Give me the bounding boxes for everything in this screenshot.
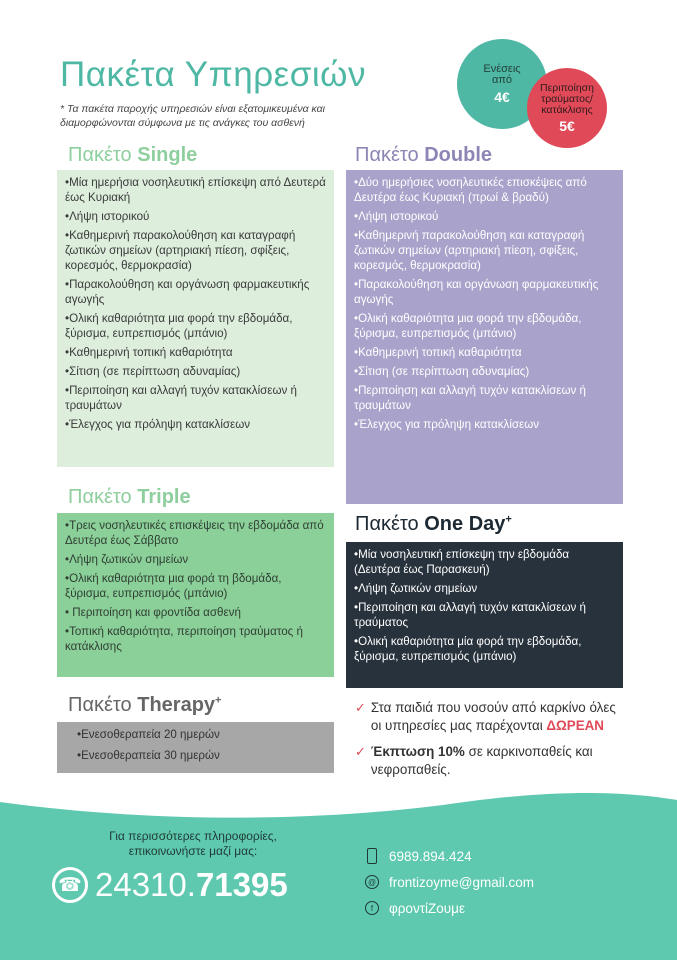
info-line-2: επικοινωνήστε μαζί μας: bbox=[128, 844, 258, 858]
injections-price: 4€ bbox=[494, 88, 510, 105]
list-item: • Καθημερινή παρακολούθηση και καταγραφή ζωτικών σημείων (αρτηριακή πίεση, σφίξεις, κορεσμός, θερμοκρασία) bbox=[354, 228, 615, 273]
email-contact[interactable] bbox=[365, 873, 534, 891]
wound-care-price-badge bbox=[527, 68, 607, 148]
package-double-box bbox=[346, 170, 623, 504]
package-name: Double bbox=[424, 144, 493, 166]
package-double-list bbox=[354, 175, 615, 432]
wound-care-label-3: κατάκλισης bbox=[541, 103, 593, 116]
check-icon: ✓ bbox=[355, 744, 366, 759]
mobile-contact[interactable] bbox=[365, 847, 534, 865]
package-oneday-list bbox=[354, 547, 615, 664]
at-sign-icon: @ bbox=[365, 875, 379, 889]
wound-care-label-2: τραύματος/ bbox=[541, 92, 593, 105]
package-prefix: Πακέτο bbox=[355, 513, 419, 535]
list-item: • Καθημερινή τοπική καθαριότητα bbox=[65, 345, 326, 360]
package-prefix: Πακέτο bbox=[68, 486, 132, 508]
list-item: • Καθημερινή παρακολούθηση και καταγραφή ζωτικών σημείων (αρτηριακή πίεση, σφίξεις, κορεσμός, θερμοκρασία) bbox=[65, 228, 326, 273]
free-label: ΔΩΡΕΑΝ bbox=[546, 718, 604, 733]
contact-list bbox=[365, 847, 534, 925]
phone-suffix: 71395 bbox=[195, 866, 288, 903]
phone-prefix: 24310. bbox=[95, 866, 196, 903]
list-item: • Έλεγχος για πρόληψη κατακλίσεων bbox=[354, 417, 615, 432]
list-item: • Σίτιση (σε περίπτωση αδυναμίας) bbox=[65, 364, 326, 379]
list-item: • Λήψη ιστορικού bbox=[65, 209, 326, 224]
facebook-page: φροντίΖουμε bbox=[389, 900, 465, 916]
package-triple-box bbox=[57, 513, 334, 677]
list-item: • Περιποίηση και φροντίδα ασθενή bbox=[65, 605, 326, 620]
email-address: frontizoyme@gmail.com bbox=[389, 874, 534, 890]
plus-mark: + bbox=[505, 513, 512, 526]
mobile-number: 6989.894.424 bbox=[389, 848, 472, 864]
list-item: • Ολική καθαριότητα μια φορά την εβδομάδα, ξύρισμα, ευπρεπισμός (μπάνιο) bbox=[65, 311, 326, 341]
package-triple-title bbox=[68, 486, 191, 509]
page-title: Πακέτα Υπηρεσιών bbox=[60, 55, 366, 94]
list-item: • Τοπική καθαριότητα, περιποίηση τραύματος ή κατάκλισης bbox=[65, 624, 326, 654]
page-subtitle: * Τα πακέτα παροχής υπηρεσιών είναι εξατομικευμένα και διαμορφώνονται σύμφωνα με τις ανάγκες του ασθενή bbox=[60, 103, 325, 130]
package-single-title bbox=[68, 144, 197, 167]
package-therapy-list bbox=[77, 727, 326, 763]
facebook-contact[interactable] bbox=[365, 899, 534, 917]
phone-icon: ☎ bbox=[52, 867, 88, 903]
list-item: • Παρακολούθηση και οργάνωση φαρμακευτικής αγωγής bbox=[65, 277, 326, 307]
list-item: • Λήψη ζωτικών σημείων bbox=[354, 581, 615, 596]
children-free-text bbox=[371, 699, 625, 735]
children-text: Στα παιδιά που νοσούν από καρκίνο όλες οι υπηρεσίες μας παρέχονται bbox=[370, 700, 616, 733]
list-item: • Περιποίηση και αλλαγή τυχόν κατακλίσεων ή τραυμάτων bbox=[65, 383, 326, 413]
package-therapy-box bbox=[57, 722, 334, 773]
discount-text bbox=[371, 743, 625, 779]
facebook-icon: f bbox=[365, 901, 379, 915]
discount-bold: Έκπτωση 10% bbox=[370, 744, 465, 759]
list-item: • Ολική καθαριότητα μία φορά την εβδομάδα, ξύρισμα, ευπρεπισμός (μπάνιο) bbox=[354, 634, 615, 664]
package-name: Therapy bbox=[137, 694, 216, 716]
package-oneday-box bbox=[346, 542, 623, 688]
check-icon: ✓ bbox=[355, 700, 366, 715]
list-item: • Ενεσοθεραπεία 20 ημερών bbox=[77, 727, 326, 742]
package-prefix: Πακέτο bbox=[68, 144, 132, 166]
list-item: • Παρακολούθηση και οργάνωση φαρμακευτικής αγωγής bbox=[354, 277, 615, 307]
list-item: • Περιποίηση και αλλαγή τυχόν κατακλίσεων ή τραυμάτων bbox=[354, 383, 615, 413]
list-item: • Έλεγχος για πρόληψη κατακλίσεων bbox=[65, 417, 326, 432]
list-item: • Μία νοσηλευτική επίσκεψη την εβδομάδα (Δευτέρα έως Παρασκευή) bbox=[354, 547, 615, 577]
list-item: • Ολική καθαριότητα μια φορά τη βδομάδα, ξύρισμα, ευπρεπισμός (μπάνιο) bbox=[65, 571, 326, 601]
children-free-note bbox=[355, 699, 625, 735]
package-prefix: Πακέτο bbox=[68, 694, 132, 716]
injections-from-label: από bbox=[491, 74, 513, 87]
list-item: • Λήψη ιστορικού bbox=[354, 209, 615, 224]
plus-mark: + bbox=[215, 694, 222, 707]
package-double-title bbox=[355, 144, 492, 167]
package-single-list bbox=[65, 175, 326, 432]
package-single-box bbox=[57, 170, 334, 467]
discount-description: σε καρκινοπαθείς και νεφροπαθείς. bbox=[370, 744, 593, 777]
main-phone-number bbox=[95, 866, 288, 904]
notes-section bbox=[355, 699, 625, 787]
list-item: • Τρεις νοσηλευτικές επισκέψεις την εβδομάδα από Δευτέρα έως Σάββατο bbox=[65, 518, 326, 548]
list-item: • Ενεσοθεραπεία 30 ημερών bbox=[77, 748, 326, 763]
injections-label: Ενέσεις bbox=[483, 62, 521, 75]
main-phone[interactable] bbox=[52, 866, 288, 904]
package-name: One Day bbox=[424, 513, 506, 535]
list-item: • Ολική καθαριότητα μια φορά την εβδομάδα, ξύρισμα, ευπρεπισμός (μπάνιο) bbox=[354, 311, 615, 341]
package-prefix: Πακέτο bbox=[355, 144, 419, 166]
list-item: • Λήψη ζωτικών σημείων bbox=[65, 552, 326, 567]
wound-care-label: Περιποίηση bbox=[540, 81, 594, 94]
package-therapy-title bbox=[68, 694, 221, 717]
list-item: • Μία ημερήσια νοσηλευτική επίσκεψη από Δευτερά έως Κυριακή bbox=[65, 175, 326, 205]
package-name: Single bbox=[137, 144, 198, 166]
package-triple-list bbox=[65, 518, 326, 654]
mobile-phone-icon bbox=[367, 848, 377, 864]
list-item: • Περιποίηση και αλλαγή τυχόν κατακλίσεων ή τραύματος bbox=[354, 600, 615, 630]
footer-info bbox=[96, 829, 290, 859]
list-item: • Σίτιση (σε περίπτωση αδυναμίας) bbox=[354, 364, 615, 379]
wound-care-price: 5€ bbox=[559, 117, 575, 134]
info-line-1: Για περισσότερες πληροφορίες, bbox=[109, 829, 277, 843]
list-item: • Δύο ημερήσιες νοσηλευτικές επισκέψεις από Δευτέρα έως Κυριακή (πρωί & βραδύ) bbox=[354, 175, 615, 205]
package-name: Triple bbox=[137, 486, 191, 508]
discount-note bbox=[355, 743, 625, 779]
list-item: • Καθημερινή τοπική καθαριότητα bbox=[354, 345, 615, 360]
package-oneday-title bbox=[355, 513, 512, 536]
